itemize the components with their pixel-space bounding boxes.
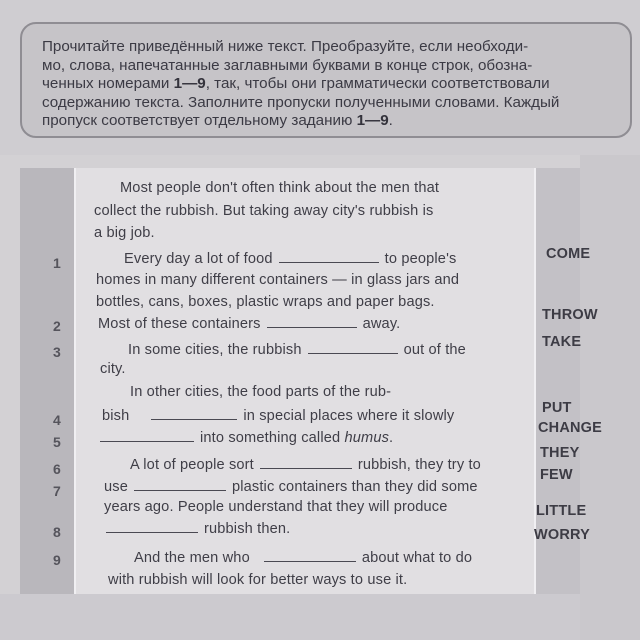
text-line bbox=[128, 341, 466, 358]
keyword-9: WORRY bbox=[534, 527, 591, 543]
instruction-text: . bbox=[388, 112, 393, 130]
text-fragment: plastic containers than they did some bbox=[231, 479, 478, 495]
task-instruction-box bbox=[20, 22, 632, 138]
task-number-3: 3 bbox=[53, 344, 61, 360]
task-number-column bbox=[20, 168, 74, 594]
text-fragment: in special places where it slowly bbox=[243, 408, 455, 424]
task-number-1: 1 bbox=[53, 255, 61, 271]
answer-blank-9[interactable] bbox=[264, 549, 356, 562]
answer-blank-7[interactable] bbox=[134, 478, 226, 491]
text-line bbox=[102, 407, 454, 424]
text-fragment: bish bbox=[102, 408, 130, 424]
page-margin bbox=[580, 155, 640, 640]
text-fragment: humus bbox=[344, 430, 390, 446]
text-line bbox=[106, 520, 290, 537]
keyword-8: LITTLE bbox=[536, 503, 587, 519]
answer-blank-6[interactable] bbox=[260, 456, 352, 469]
keyword-3: TAKE bbox=[542, 334, 582, 350]
text-line bbox=[104, 478, 478, 495]
text-line: homes in many different containers — in glass jars and bbox=[96, 272, 460, 288]
task-number-6: 6 bbox=[53, 461, 61, 477]
text-line bbox=[134, 549, 472, 566]
answer-blank-8[interactable] bbox=[106, 520, 198, 533]
task-range: 1—9 bbox=[173, 75, 206, 93]
task-number-8: 8 bbox=[53, 524, 61, 540]
text-fragment: Most of these containers bbox=[98, 316, 261, 332]
text-line: with rubbish will look for better ways to use it. bbox=[108, 572, 408, 588]
text-fragment: to people's bbox=[384, 251, 457, 267]
task-number-2: 2 bbox=[53, 318, 61, 334]
task-number-5: 5 bbox=[53, 434, 61, 450]
answer-blank-2[interactable] bbox=[267, 315, 357, 328]
text-fragment: about what to do bbox=[361, 550, 473, 566]
text-line: collect the rubbish. But taking away city's rubbish is bbox=[94, 203, 434, 219]
text-fragment: And the men who bbox=[134, 550, 250, 566]
page-bottom bbox=[0, 594, 580, 640]
keyword-7: FEW bbox=[540, 467, 573, 483]
text-fragment: . bbox=[389, 430, 394, 446]
task-range: 1—9 bbox=[356, 112, 389, 130]
task-number-9: 9 bbox=[53, 552, 61, 568]
text-line bbox=[124, 250, 456, 267]
instruction-text: ченных номерами bbox=[42, 75, 174, 93]
text-line bbox=[98, 315, 400, 332]
text-line: years ago. People understand that they will produce bbox=[104, 499, 448, 515]
text-fragment: In some cities, the rubbish bbox=[128, 342, 302, 358]
answer-blank-5[interactable] bbox=[100, 429, 194, 442]
text-fragment: rubbish, they try to bbox=[357, 457, 481, 473]
keyword-5: CHANGE bbox=[538, 420, 603, 436]
text-line: bottles, cans, boxes, plastic wraps and paper bags. bbox=[96, 294, 435, 310]
text-line: In other cities, the food parts of the rub- bbox=[130, 384, 392, 400]
text-line: city. bbox=[100, 361, 126, 377]
instruction-line bbox=[42, 112, 616, 131]
answer-blank-3[interactable] bbox=[308, 341, 398, 354]
text-fragment: away. bbox=[362, 316, 401, 332]
exercise-table bbox=[20, 168, 603, 594]
text-fragment: A lot of people sort bbox=[130, 457, 254, 473]
text-line: a big job. bbox=[94, 225, 155, 241]
answer-blank-1[interactable] bbox=[279, 250, 379, 263]
keyword-2: THROW bbox=[542, 307, 598, 323]
instruction-line: содержанию текста. Заполните пропуски полученными словами. Каждый bbox=[42, 93, 560, 111]
answer-blank-4[interactable] bbox=[151, 407, 237, 420]
text-fragment: Every day a lot of food bbox=[124, 251, 273, 267]
task-number-7: 7 bbox=[53, 483, 61, 499]
text-line bbox=[100, 429, 393, 446]
text-fragment: out of the bbox=[403, 342, 466, 358]
instruction-line bbox=[42, 75, 616, 94]
text-fragment: into something called bbox=[200, 430, 341, 446]
instruction-line: Прочитайте приведённый ниже текст. Преобразуйте, если необходи- bbox=[42, 38, 529, 55]
keyword-6: THEY bbox=[540, 445, 580, 461]
instruction-line: мо, слова, напечатанные заглавными буквами в конце строк, обозна- bbox=[42, 56, 533, 74]
text-fragment: use bbox=[104, 479, 128, 495]
task-number-4: 4 bbox=[53, 412, 61, 428]
text-line: Most people don't often think about the men that bbox=[120, 180, 440, 196]
text-fragment: rubbish then. bbox=[204, 521, 291, 537]
text-line bbox=[130, 456, 481, 473]
keyword-1: COME bbox=[546, 246, 591, 262]
keyword-4: PUT bbox=[542, 400, 572, 416]
instruction-text: пропуск соответствует отдельному заданию bbox=[42, 112, 357, 130]
instruction-text: , так, чтобы они грамматически соответствовали bbox=[205, 75, 550, 93]
